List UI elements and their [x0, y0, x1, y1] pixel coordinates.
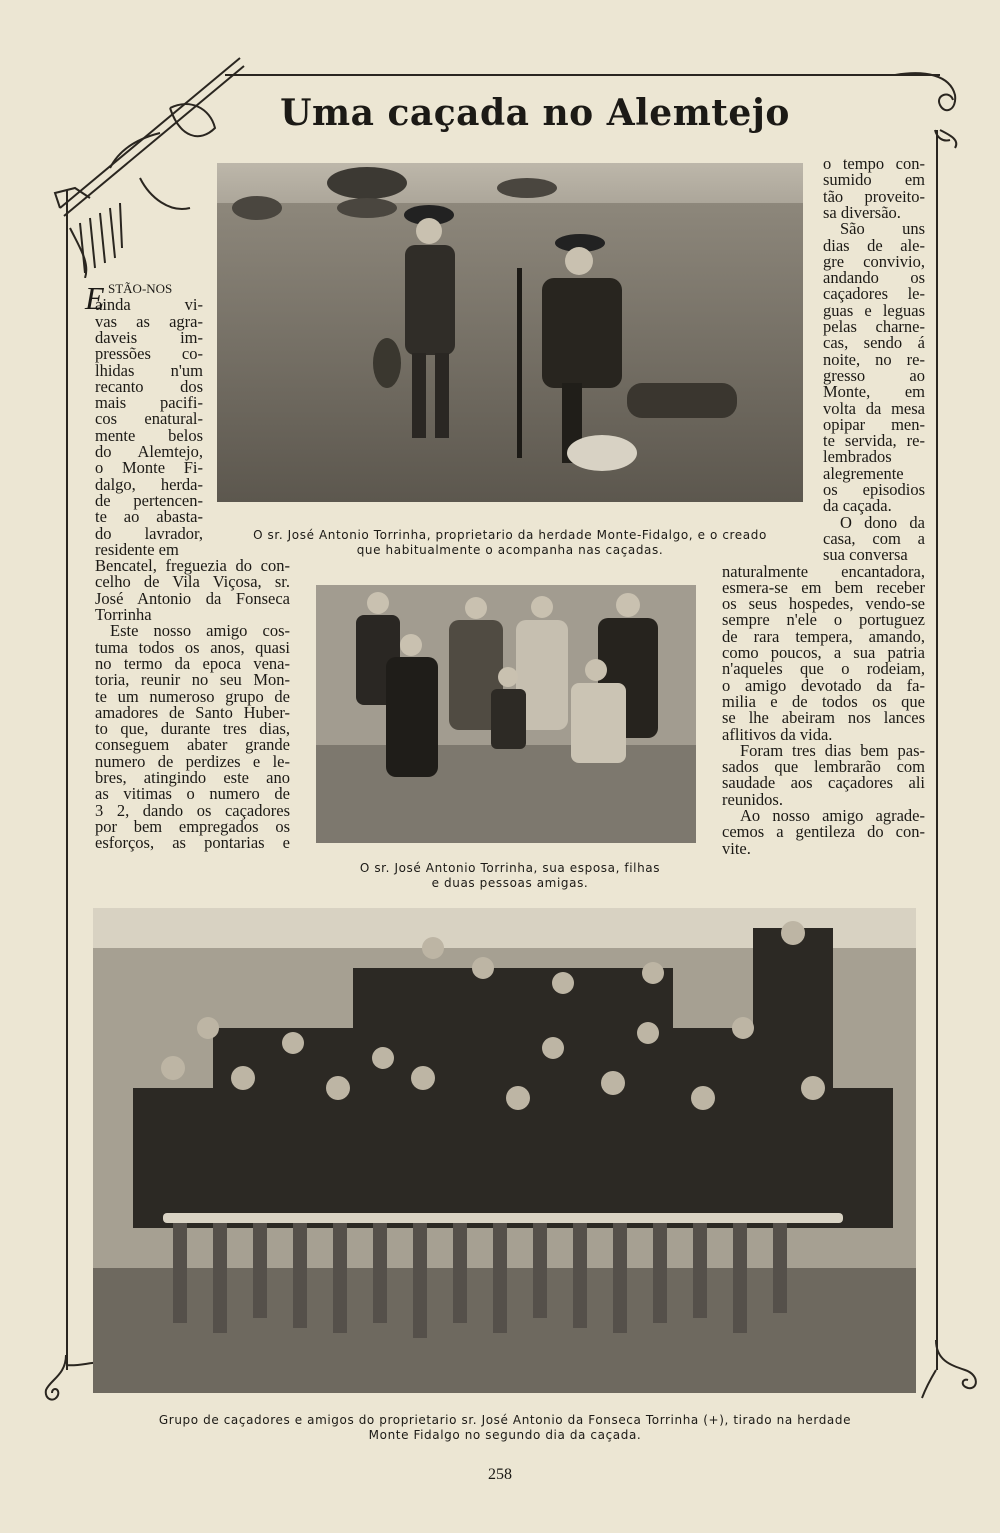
right-column-line: Ao nosso amigo agrade-	[740, 806, 925, 825]
right-column-line: caçadores le-	[823, 284, 925, 304]
right-column-line: sados que lembrarão com	[722, 757, 925, 777]
photo2-caption: O sr. José Antonio Torrinha, sua esposa, filhas e duas pessoas amigas.	[359, 861, 661, 890]
left-column-line: cos enatural-	[95, 409, 203, 429]
right-column-line: sempre n'ele o portuguez	[722, 610, 925, 630]
photo-hunter-and-servant	[217, 163, 803, 502]
left-column-line: daveis im-	[95, 327, 203, 347]
page-number: 258	[488, 1466, 512, 1483]
left-column-line: do lavrador,	[95, 523, 203, 543]
corner-scroll-top-right	[895, 60, 970, 150]
right-column-line: sumido em	[823, 170, 925, 190]
right-column-line: os episodios	[823, 480, 925, 499]
right-column-line: saudade aos caçadores ali	[722, 773, 925, 793]
right-column-line: da caçada.	[823, 496, 892, 516]
right-column-line: aflitivos da vida.	[722, 724, 833, 744]
left-column-line: o Monte Fi-	[95, 458, 203, 478]
right-column-line: alegremente	[823, 463, 904, 483]
right-column-line: O dono da	[840, 512, 925, 532]
right-column-line: o tempo con-	[823, 154, 925, 173]
left-column-line: numero de perdizes e le-	[95, 751, 290, 771]
left-column-line: do Alemtejo,	[95, 442, 203, 461]
right-column-line: o amigo devotado da fa-	[722, 675, 925, 695]
left-column-line: dalgo, herda-	[95, 474, 203, 494]
left-column-line: lhidas n'um	[95, 360, 203, 380]
photo1-caption: O sr. José Antonio Torrinha, proprietario da herdade Monte-Fidalgo, e o creado que habitualmente o acompanha nas caçadas.	[253, 528, 767, 557]
left-column-line: no termo da epoca vena-	[95, 653, 290, 673]
right-column-line: opipar men-	[823, 414, 925, 434]
right-column-line: se lhe abeiram nos lances	[722, 708, 925, 728]
right-column-line: gre convivio,	[823, 251, 925, 271]
article-title: Uma caçada no Alemtejo	[280, 92, 790, 134]
left-column-line: mente belos	[95, 425, 203, 445]
right-column-line: pelas charne-	[823, 317, 925, 336]
left-column-line: Torrinha	[95, 605, 152, 624]
right-column-line: naturalmente encantadora,	[722, 561, 925, 581]
right-column-line: guas e leguas	[823, 300, 925, 320]
right-column-line: n'aqueles que o rodeiam,	[722, 659, 925, 679]
right-column-line: vite.	[722, 838, 751, 858]
frame-right-rule	[936, 130, 938, 1370]
right-column-line: volta da mesa	[823, 398, 925, 418]
left-column-line: conseguem abater grande	[95, 735, 290, 755]
right-column-line: sua conversa	[823, 545, 908, 565]
right-column-line: dias de ale-	[823, 235, 925, 255]
photo-family-group	[316, 585, 696, 843]
left-column-line: te ao abasta-	[95, 507, 203, 527]
left-column-line: pressões co-	[95, 344, 203, 364]
left-column-line: tuma todos os anos, quasi	[95, 637, 290, 657]
right-column-line: cemos a gentileza do con-	[722, 822, 925, 842]
right-column-line: de rara tempera, amando,	[722, 626, 925, 646]
left-column-line: de pertencen-	[95, 490, 203, 510]
right-column-line: lembrados	[823, 447, 892, 467]
right-column-line: andando os	[823, 268, 925, 288]
right-column-line: sa diversão.	[823, 202, 901, 222]
left-column-line: bres, atingindo este ano	[95, 768, 290, 787]
right-column-line: Foram tres dias bem pas-	[740, 740, 925, 760]
frame-left-rule	[66, 190, 68, 1370]
frame-top-rule	[225, 74, 940, 76]
right-column-line: os seus hospedes, vendo-se	[722, 594, 925, 614]
right-column-line: te servida, re-	[823, 431, 925, 451]
left-column-line: vas as agra-	[95, 311, 203, 331]
photo-hunting-party	[93, 908, 916, 1393]
left-column-line: esforços, as pontarias e	[95, 833, 290, 853]
right-column-line: milia e de todos os que	[722, 691, 925, 711]
left-column-line: ainda vi-	[95, 295, 203, 315]
right-column-line: esmera-se em bem receber	[722, 577, 925, 597]
left-column-line: to que, durante tres dias,	[95, 719, 290, 739]
right-column-line: como poucos, a sua patria	[722, 643, 925, 662]
left-column-line: Bencatel, freguezia do con-	[95, 556, 290, 576]
right-column-line: tão proveito-	[823, 186, 925, 206]
right-column-line: gresso ao	[823, 365, 925, 385]
right-column-line: casa, com a	[823, 528, 925, 548]
left-column-line: toria, reunir no seu Mon-	[95, 670, 290, 690]
left-column-line: mais pacifi-	[95, 393, 203, 413]
left-column-line: recanto dos	[95, 376, 203, 396]
left-column-line: te um numeroso grupo de	[95, 686, 290, 706]
left-column-line: celho de Vila Viçosa, sr.	[95, 572, 290, 592]
left-column-line: por bem empregados os	[95, 816, 290, 836]
left-column-line: Este nosso amigo cos-	[110, 621, 290, 641]
corner-scroll-bottom-right	[920, 1340, 990, 1400]
left-column-line: residente em	[95, 539, 179, 559]
left-column-line: as vitimas o numero de	[95, 784, 290, 804]
right-column-line: São uns	[840, 219, 925, 239]
right-column-line: cas, sendo á	[823, 333, 925, 353]
left-column-line: 3 2, dando os caçadores	[95, 800, 290, 820]
left-column-line: amadores de Santo Huber-	[95, 702, 290, 722]
right-column-line: reunidos.	[722, 789, 783, 809]
drop-cap: E	[85, 280, 105, 316]
left-column-line: José Antonio da Fonseca	[95, 588, 290, 608]
left-column-line: STÃO-NOS	[108, 281, 173, 296]
right-column-line: Monte, em	[823, 382, 925, 402]
right-column-line: noite, no re-	[823, 349, 925, 369]
photo3-caption: Grupo de caçadores e amigos do proprietario sr. José Antonio da Fonseca Torrinha (+), tirado na herdade Monte Fidalgo no segundo dia da caçada.	[158, 1413, 852, 1442]
